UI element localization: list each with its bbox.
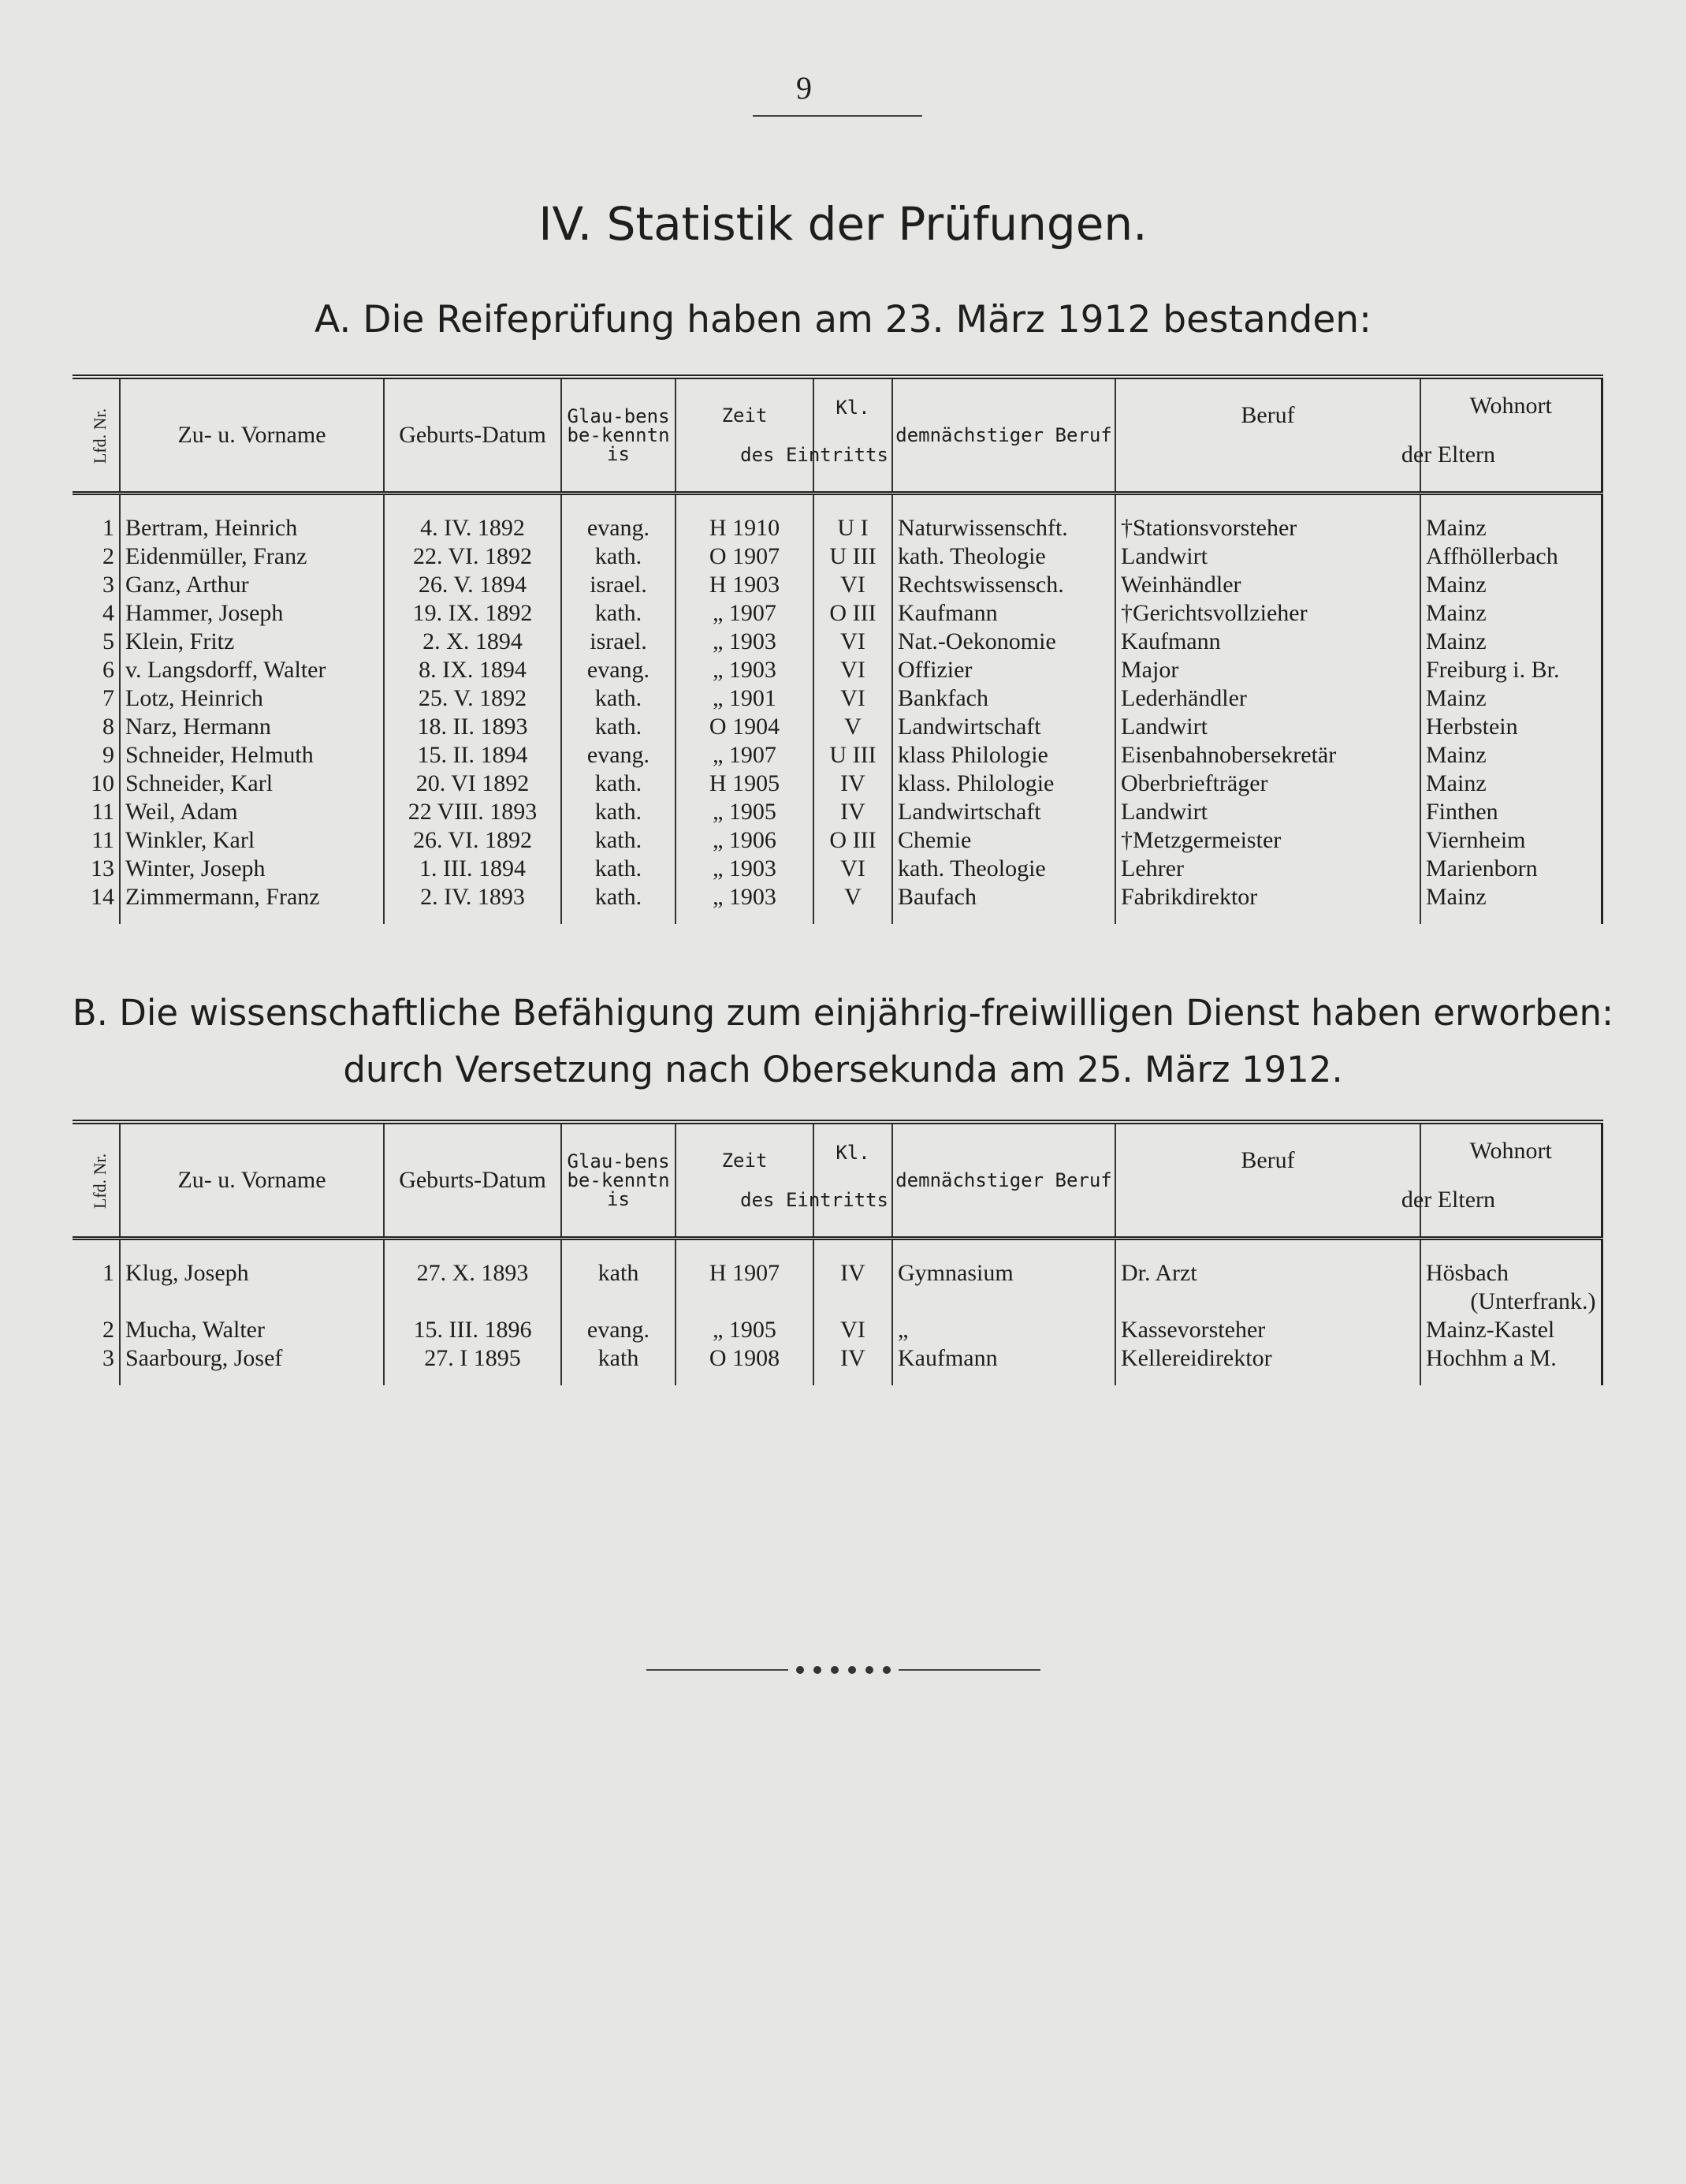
future-profession-cell: Kaufmann	[892, 599, 1115, 628]
residence-cell: Freiburg i. Br.	[1420, 656, 1602, 684]
birth-date-cell: 26. VI. 1892	[384, 826, 561, 855]
entry-time-cell: „ 1901	[676, 684, 813, 713]
table-row	[73, 770, 1602, 798]
future-profession-cell: Nat.-Oekonomie	[892, 628, 1115, 656]
table-row	[73, 1316, 1602, 1344]
entry-time-cell: O 1904	[676, 713, 813, 741]
table-row	[73, 684, 1602, 713]
row-number-cell: 11	[91, 827, 114, 853]
table-b-body	[73, 1239, 1602, 1386]
residence-cell: Mainz	[1420, 571, 1602, 599]
birth-date-cell: 4. IV. 1892	[384, 514, 561, 542]
spacer-row	[73, 1373, 1602, 1385]
residence-cell: Mainz	[1420, 770, 1602, 798]
entry-time-cell: „ 1907	[676, 599, 813, 628]
table-row	[73, 713, 1602, 741]
parent-profession-cell: Eisenbahnobersekretär	[1115, 741, 1420, 770]
entry-class-cell: VI	[813, 855, 892, 883]
col-beruf-header	[1115, 377, 1495, 494]
row-number-cell: 1	[102, 515, 114, 541]
row-number-cell: 10	[91, 770, 114, 796]
table-row-continuation	[73, 1288, 1602, 1316]
student-name-cell: Schneider, Helmuth	[120, 741, 384, 770]
parent-profession-cell: Kassevorsteher	[1115, 1316, 1420, 1344]
student-name-cell: Klug, Joseph	[120, 1259, 384, 1288]
entry-time-cell: H 1907	[676, 1259, 813, 1288]
future-profession-cell: klass. Philologie	[892, 770, 1115, 798]
entry-time-cell: „ 1905	[676, 1316, 813, 1344]
entry-class-cell: V	[813, 883, 892, 911]
student-name-cell: Hammer, Joseph	[120, 599, 384, 628]
wohnort-label: Wohnort	[1469, 393, 1552, 419]
birth-date-cell: 25. V. 1892	[384, 684, 561, 713]
table-row	[73, 656, 1602, 684]
entry-time-cell: „ 1903	[676, 628, 813, 656]
spacer-row	[73, 911, 1602, 924]
future-profession-cell: Chemie	[892, 826, 1115, 855]
entry-class-cell: VI	[813, 684, 892, 713]
col-nr-header: Lfd. Nr.	[90, 1153, 110, 1209]
col-birth-header: Geburts-Datum	[384, 377, 561, 494]
entry-class-cell: IV	[813, 1344, 892, 1373]
religion-cell: kath	[561, 1259, 676, 1288]
entry-class-cell: IV	[813, 770, 892, 798]
birth-date-cell: 2. X. 1894	[384, 628, 561, 656]
col-religion-header: Glau-bensbe-kenntnis	[561, 1122, 676, 1239]
eintritt-label: des Eintritts	[740, 444, 888, 466]
parent-profession-cell: Dr. Arzt	[1115, 1259, 1420, 1288]
entry-class-cell: U III	[813, 741, 892, 770]
residence-cell: Hösbach	[1420, 1259, 1602, 1288]
entry-class-cell: U III	[813, 542, 892, 571]
birth-date-cell: 15. III. 1896	[384, 1316, 561, 1344]
kl-label: Kl.	[836, 1142, 870, 1164]
entry-time-cell: „ 1903	[676, 656, 813, 684]
table-row	[73, 826, 1602, 855]
entry-class-cell: U I	[813, 514, 892, 542]
row-number-cell: 2	[102, 543, 114, 569]
residence-cell: Marienborn	[1420, 855, 1602, 883]
table-row	[73, 798, 1602, 826]
religion-cell: evang.	[561, 1316, 676, 1344]
student-name-cell: Mucha, Walter	[120, 1316, 384, 1344]
entry-class-cell: O III	[813, 599, 892, 628]
religion-cell: kath.	[561, 542, 676, 571]
future-profession-cell: Landwirtschaft	[892, 713, 1115, 741]
row-number-cell: 8	[102, 714, 114, 740]
entry-class-cell: V	[813, 713, 892, 741]
table-b-header-row	[73, 1122, 1602, 1239]
eltern-label: der Eltern	[1401, 442, 1495, 468]
future-profession-cell: „	[892, 1316, 1115, 1344]
parent-profession-cell: †Metzgermeister	[1115, 826, 1420, 855]
beruf-label: Beruf	[1241, 402, 1295, 428]
birth-date-cell: 22. VI. 1892	[384, 542, 561, 571]
row-number-cell: 13	[91, 855, 114, 881]
student-name-cell: Weil, Adam	[120, 798, 384, 826]
student-name-cell: Winkler, Karl	[120, 826, 384, 855]
religion-cell: israel.	[561, 628, 676, 656]
religion-cell: kath.	[561, 826, 676, 855]
parent-profession-cell: Major	[1115, 656, 1420, 684]
row-number-cell: 3	[102, 572, 114, 598]
table-row	[73, 855, 1602, 883]
student-name-cell: Saarbourg, Josef	[120, 1344, 384, 1373]
residence-extra-cell: (Unterfrank.)	[1420, 1288, 1602, 1316]
birth-date-cell: 27. X. 1893	[384, 1259, 561, 1288]
birth-date-cell: 8. IX. 1894	[384, 656, 561, 684]
religion-cell: kath	[561, 1344, 676, 1373]
religion-cell: kath.	[561, 599, 676, 628]
residence-cell: Viernheim	[1420, 826, 1602, 855]
residence-cell: Affhöllerbach	[1420, 542, 1602, 571]
residence-cell: Mainz	[1420, 741, 1602, 770]
entry-time-cell: „ 1906	[676, 826, 813, 855]
future-profession-cell: Gymnasium	[892, 1259, 1115, 1288]
col-beruf-header	[1115, 1122, 1495, 1239]
table-row	[73, 883, 1602, 911]
page-number: 9	[796, 70, 812, 106]
birth-date-cell: 18. II. 1893	[384, 713, 561, 741]
student-name-cell: Ganz, Arthur	[120, 571, 384, 599]
section-b-heading-line2: durch Versetzung nach Obersekunda am 25. März 1912.	[343, 1049, 1343, 1090]
table-b	[73, 1120, 1603, 1385]
table-a-body	[73, 494, 1602, 925]
parent-profession-cell: †Stationsvorsteher	[1115, 514, 1420, 542]
parent-profession-cell: Landwirt	[1115, 798, 1420, 826]
entry-class-cell: VI	[813, 1316, 892, 1344]
birth-date-cell: 27. I 1895	[384, 1344, 561, 1373]
parent-profession-cell: Fabrikdirektor	[1115, 883, 1420, 911]
zeit-label: Zeit	[721, 1150, 768, 1172]
table-a-header-row	[73, 377, 1602, 494]
section-b-heading-line1: B. Die wissenschaftliche Befähigung zum einjährig-freiwilligen Dienst haben erworben:	[72, 992, 1614, 1034]
spacer-row	[73, 494, 1602, 515]
col-kl-header	[813, 377, 892, 494]
future-profession-cell: Baufach	[892, 883, 1115, 911]
row-number-cell: 5	[102, 628, 114, 654]
student-name-cell: Zimmermann, Franz	[120, 883, 384, 911]
row-number-cell: 6	[102, 657, 114, 683]
entry-time-cell: „ 1905	[676, 798, 813, 826]
col-religion-header: Glau-bensbe-kenntnis	[561, 377, 676, 494]
zeit-label: Zeit	[721, 404, 768, 427]
entry-time-cell: H 1905	[676, 770, 813, 798]
row-number-cell: 3	[102, 1345, 114, 1371]
residence-cell: Mainz	[1420, 628, 1602, 656]
student-name-cell: Lotz, Heinrich	[120, 684, 384, 713]
entry-class-cell: IV	[813, 1259, 892, 1288]
col-future-header: demnächstiger Beruf	[892, 377, 1115, 494]
birth-date-cell: 20. VI 1892	[384, 770, 561, 798]
residence-cell: Mainz-Kastel	[1420, 1316, 1602, 1344]
table-row	[73, 628, 1602, 656]
student-name-cell: Klein, Fritz	[120, 628, 384, 656]
parent-profession-cell: Oberbriefträger	[1115, 770, 1420, 798]
row-number-cell: 4	[102, 600, 114, 626]
row-number-cell: 11	[91, 799, 114, 825]
religion-cell: kath.	[561, 855, 676, 883]
row-number-cell: 9	[102, 742, 114, 768]
student-name-cell: Bertram, Heinrich	[120, 514, 384, 542]
row-number-cell: 2	[102, 1317, 114, 1343]
future-profession-cell: kath. Theologie	[892, 855, 1115, 883]
religion-cell: kath.	[561, 798, 676, 826]
wohnort-label: Wohnort	[1469, 1138, 1552, 1164]
entry-time-cell: O 1907	[676, 542, 813, 571]
entry-class-cell: O III	[813, 826, 892, 855]
birth-date-cell: 19. IX. 1892	[384, 599, 561, 628]
col-kl-header	[813, 1122, 892, 1239]
parent-profession-cell: Landwirt	[1115, 542, 1420, 571]
table-row	[73, 514, 1602, 542]
parent-profession-cell: Kellereidirektor	[1115, 1344, 1420, 1373]
religion-cell: kath.	[561, 883, 676, 911]
col-nr-header: Lfd. Nr.	[90, 408, 110, 464]
entry-class-cell: VI	[813, 571, 892, 599]
col-wohnort-header	[1420, 377, 1602, 494]
table-row	[73, 571, 1602, 599]
eltern-label: der Eltern	[1401, 1187, 1495, 1213]
residence-cell: Herbstein	[1420, 713, 1602, 741]
residence-cell: Mainz	[1420, 599, 1602, 628]
row-number-cell: 14	[91, 884, 114, 910]
entry-class-cell: IV	[813, 798, 892, 826]
future-profession-cell: Bankfach	[892, 684, 1115, 713]
birth-date-cell: 26. V. 1894	[384, 571, 561, 599]
entry-time-cell: H 1910	[676, 514, 813, 542]
parent-profession-cell: Landwirt	[1115, 713, 1420, 741]
entry-time-cell: „ 1903	[676, 855, 813, 883]
col-birth-header: Geburts-Datum	[384, 1122, 561, 1239]
parent-profession-cell: †Gerichtsvollzieher	[1115, 599, 1420, 628]
entry-time-cell: H 1903	[676, 571, 813, 599]
religion-cell: israel.	[561, 571, 676, 599]
entry-class-cell: VI	[813, 656, 892, 684]
future-profession-cell: Kaufmann	[892, 1344, 1115, 1373]
residence-cell: Mainz	[1420, 514, 1602, 542]
table-row	[73, 599, 1602, 628]
col-name-header: Zu- u. Vorname	[120, 1122, 384, 1239]
beruf-label: Beruf	[1241, 1147, 1295, 1173]
birth-date-cell: 1. III. 1894	[384, 855, 561, 883]
residence-cell: Hochhm a M.	[1420, 1344, 1602, 1373]
residence-cell: Mainz	[1420, 883, 1602, 911]
future-profession-cell: Naturwissenschft.	[892, 514, 1115, 542]
spacer-row	[73, 1239, 1602, 1260]
future-profession-cell: kath. Theologie	[892, 542, 1115, 571]
table-a	[73, 375, 1603, 924]
page-number-rule	[753, 115, 922, 117]
future-profession-cell: Offizier	[892, 656, 1115, 684]
student-name-cell: Eidenmüller, Franz	[120, 542, 384, 571]
eintritt-label: des Eintritts	[740, 1189, 888, 1211]
student-name-cell: v. Langsdorff, Walter	[120, 656, 384, 684]
col-name-header: Zu- u. Vorname	[120, 377, 384, 494]
entry-time-cell: „ 1907	[676, 741, 813, 770]
religion-cell: kath.	[561, 684, 676, 713]
closing-ornament	[646, 1665, 1040, 1675]
table-row	[73, 542, 1602, 571]
student-name-cell: Winter, Joseph	[120, 855, 384, 883]
religion-cell: evang.	[561, 514, 676, 542]
birth-date-cell: 2. IV. 1893	[384, 883, 561, 911]
residence-cell: Finthen	[1420, 798, 1602, 826]
parent-profession-cell: Weinhändler	[1115, 571, 1420, 599]
future-profession-cell: Rechtswissensch.	[892, 571, 1115, 599]
religion-cell: kath.	[561, 713, 676, 741]
parent-profession-cell: Lehrer	[1115, 855, 1420, 883]
col-wohnort-header	[1420, 1122, 1602, 1239]
main-title: IV. Statistik der Prüfungen.	[538, 197, 1148, 251]
birth-date-cell: 15. II. 1894	[384, 741, 561, 770]
birth-date-cell: 22 VIII. 1893	[384, 798, 561, 826]
future-profession-cell: klass Philologie	[892, 741, 1115, 770]
table-row	[73, 1259, 1602, 1288]
future-profession-cell: Landwirtschaft	[892, 798, 1115, 826]
row-number-cell: 7	[102, 685, 114, 711]
parent-profession-cell: Kaufmann	[1115, 628, 1420, 656]
table-row	[73, 1344, 1602, 1373]
religion-cell: kath.	[561, 770, 676, 798]
student-name-cell: Narz, Hermann	[120, 713, 384, 741]
section-a-heading: A. Die Reifeprüfung haben am 23. März 1912 bestanden:	[314, 298, 1372, 341]
row-number-cell: 1	[102, 1260, 114, 1286]
entry-class-cell: VI	[813, 628, 892, 656]
parent-profession-cell: Lederhändler	[1115, 684, 1420, 713]
religion-cell: evang.	[561, 741, 676, 770]
entry-time-cell: „ 1903	[676, 883, 813, 911]
kl-label: Kl.	[836, 397, 870, 419]
student-name-cell: Schneider, Karl	[120, 770, 384, 798]
table-row	[73, 741, 1602, 770]
residence-cell: Mainz	[1420, 684, 1602, 713]
entry-time-cell: O 1908	[676, 1344, 813, 1373]
religion-cell: evang.	[561, 656, 676, 684]
col-future-header: demnächstiger Beruf	[892, 1122, 1115, 1239]
